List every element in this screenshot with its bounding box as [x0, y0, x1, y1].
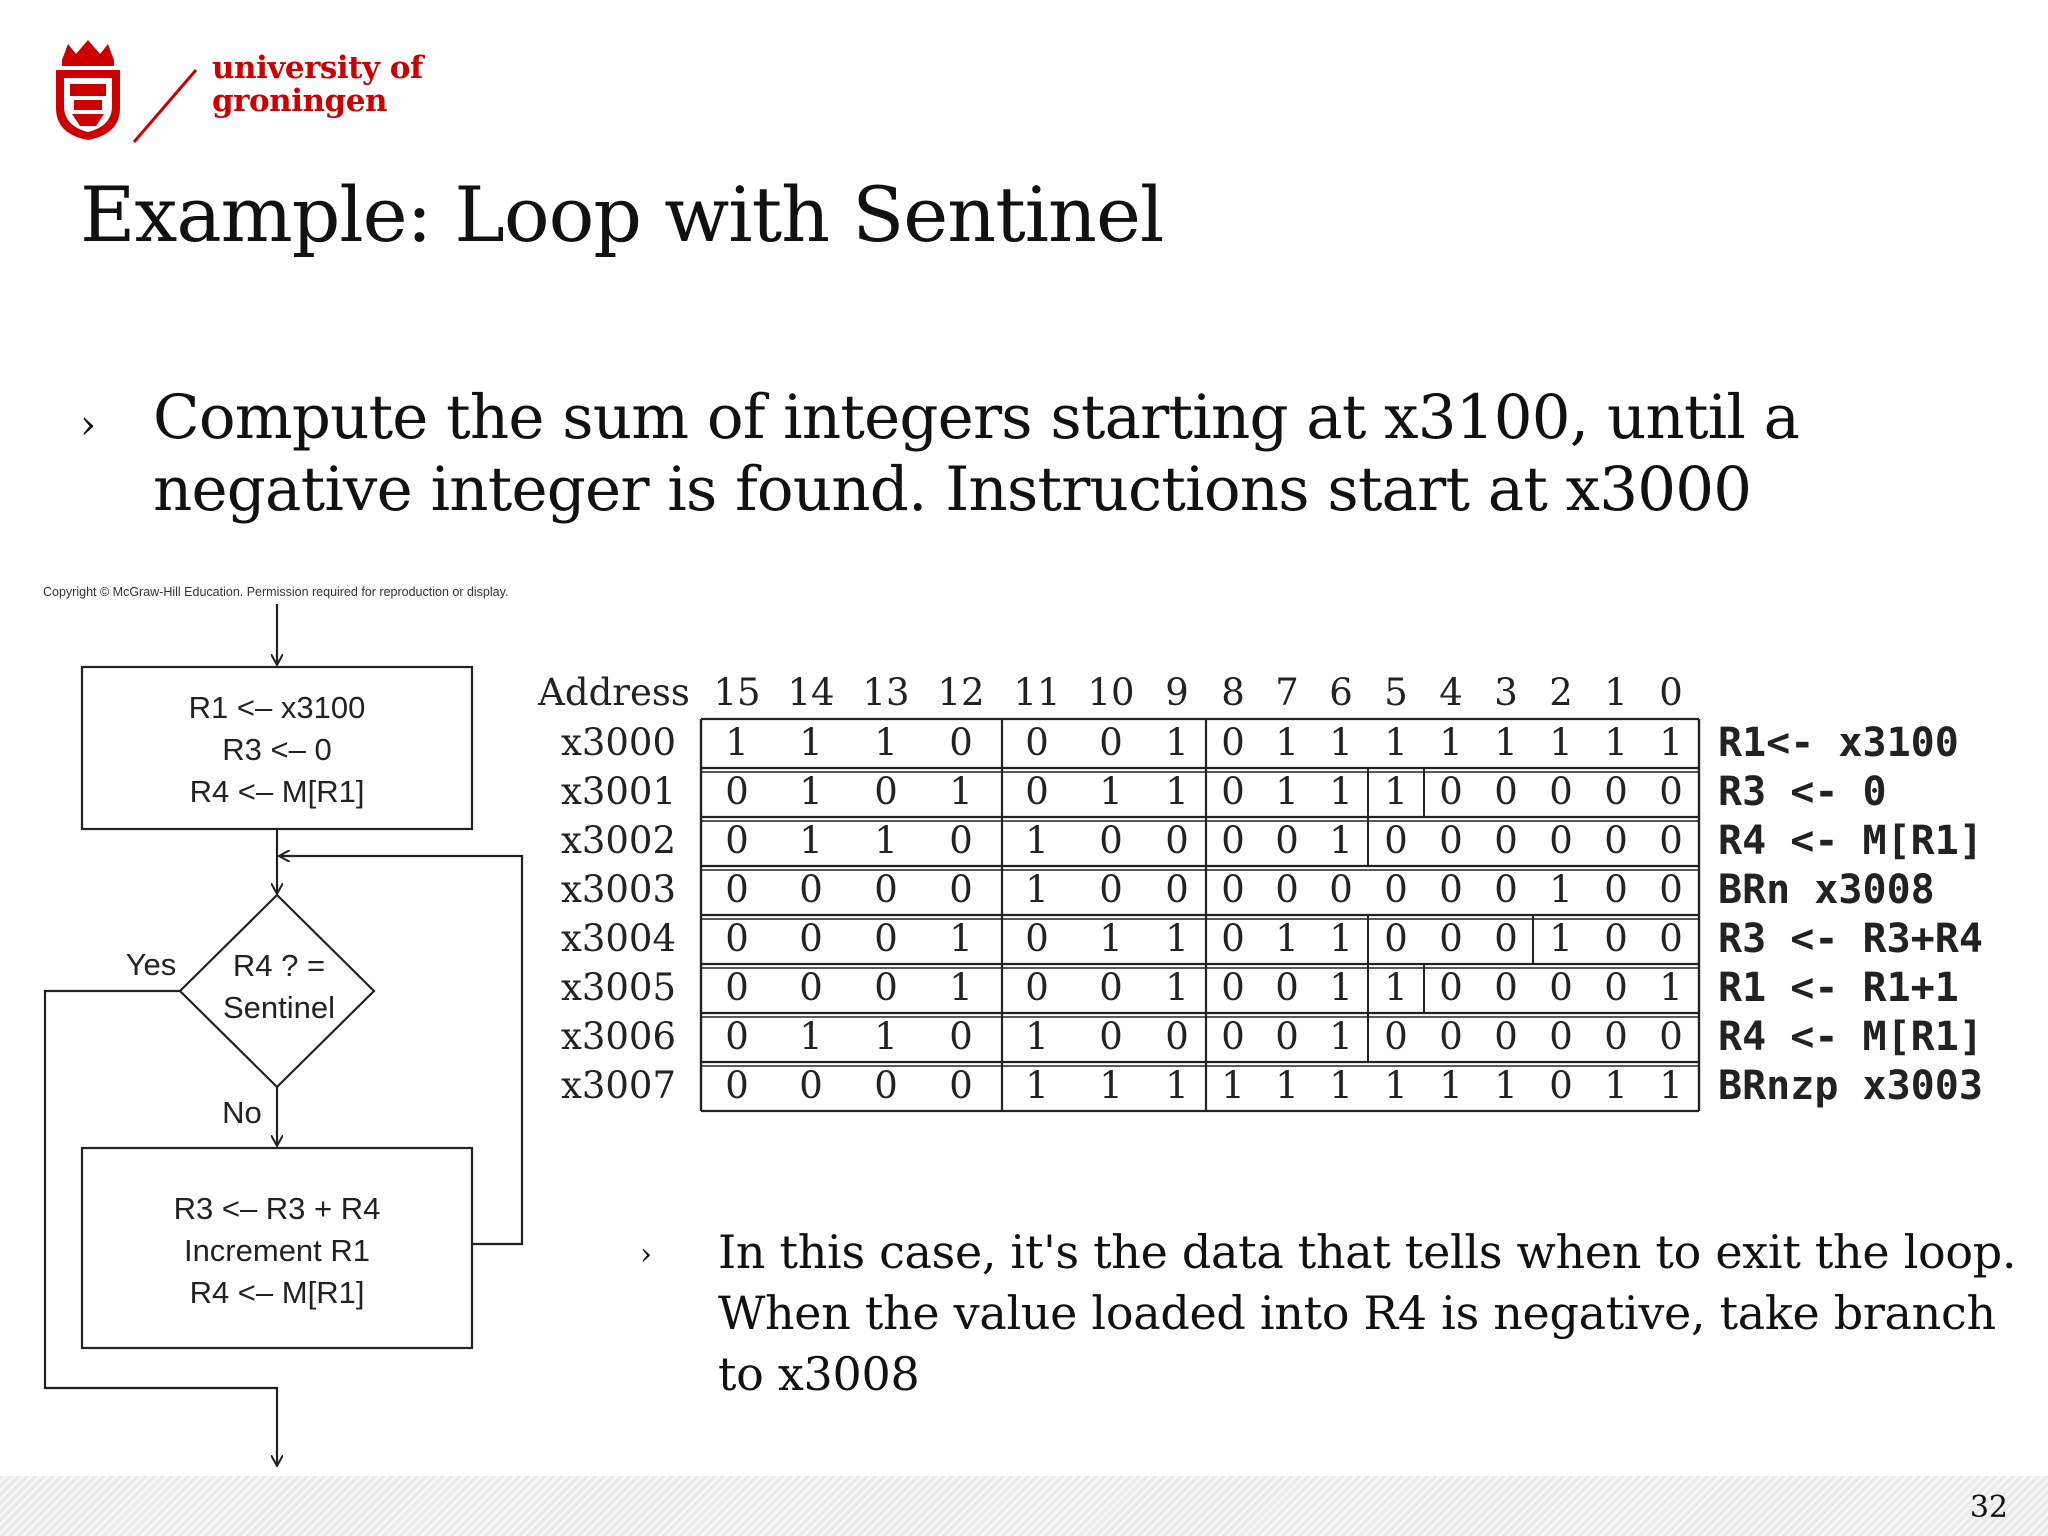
bit-cell: 1 — [874, 819, 898, 862]
instruction-comment: R1<- x3100 — [1718, 720, 1959, 766]
bit-cell: 1 — [799, 1015, 823, 1058]
address-cell: x3005 — [560, 966, 676, 1009]
bit-cell: 0 — [949, 1015, 973, 1058]
bit-header-row — [713, 671, 1682, 714]
university-name-line1: university of — [212, 50, 423, 86]
bit-cell: 1 — [1275, 770, 1299, 813]
bit-cell: 1 — [1329, 1015, 1353, 1058]
bit-cell: 0 — [1494, 966, 1518, 1009]
bullet-text-2: In this case, it's the data that tells when to exit the loop. When the value loaded into R4 is negative, take branch to x3008 — [718, 1225, 2017, 1401]
bit-header-3: 3 — [1494, 671, 1518, 714]
address-cell: x3003 — [560, 868, 676, 911]
bit-cell: 0 — [949, 868, 973, 911]
bit-cell: 0 — [1439, 917, 1463, 960]
bit-cell: 0 — [1549, 770, 1573, 813]
bit-cell: 1 — [1275, 917, 1299, 960]
bit-cell: 0 — [1275, 868, 1299, 911]
decision-line1: R4 ? = — [232, 948, 326, 983]
bit-cell: 0 — [1604, 1015, 1628, 1058]
bit-cell: 0 — [1221, 721, 1245, 764]
bit-cell: 1 — [1439, 721, 1463, 764]
bit-cell: 0 — [1659, 917, 1683, 960]
bit-cell: 0 — [1025, 770, 1049, 813]
bit-header-4: 4 — [1439, 671, 1463, 714]
bit-cell: 0 — [874, 917, 898, 960]
address-cell: x3001 — [560, 770, 676, 813]
bit-cell: 0 — [949, 819, 973, 862]
bit-cell: 0 — [949, 721, 973, 764]
bit-cell: 0 — [1384, 819, 1408, 862]
bit-cell: 0 — [799, 868, 823, 911]
footer-band — [0, 1476, 2048, 1536]
body-box-line2: Increment R1 — [183, 1233, 371, 1268]
bit-cell: 0 — [1604, 917, 1628, 960]
bit-cell: 1 — [1384, 1064, 1408, 1107]
bit-header-1: 1 — [1604, 671, 1628, 714]
bit-cell: 1 — [799, 770, 823, 813]
bit-cell: 0 — [1549, 966, 1573, 1009]
bit-header-15: 15 — [713, 671, 761, 714]
bit-header-0: 0 — [1659, 671, 1683, 714]
bit-cell: 0 — [725, 1064, 749, 1107]
bit-header-8: 8 — [1221, 671, 1245, 714]
bit-cell: 0 — [1659, 1015, 1683, 1058]
bit-cell: 0 — [1494, 917, 1518, 960]
bit-cell: 1 — [874, 1015, 898, 1058]
bit-cell: 1 — [1165, 1064, 1189, 1107]
address-header: Address — [538, 671, 690, 714]
bit-cell: 1 — [799, 819, 823, 862]
bit-cell: 0 — [725, 966, 749, 1009]
address-cell: x3002 — [560, 819, 676, 862]
instruction-comment: R4 <- M[R1] — [1718, 1014, 1983, 1060]
bit-cell: 0 — [1494, 770, 1518, 813]
address-cell: x3007 — [560, 1064, 676, 1107]
bit-cell: 0 — [1275, 966, 1299, 1009]
bit-cell: 0 — [1384, 917, 1408, 960]
bit-cell: 0 — [1221, 917, 1245, 960]
bit-header-5: 5 — [1384, 671, 1408, 714]
bit-cell: 1 — [1549, 868, 1573, 911]
bit-cell: 0 — [1439, 1015, 1463, 1058]
bit-cell: 0 — [725, 1015, 749, 1058]
bit-cell: 1 — [1025, 1064, 1049, 1107]
bit-cell: 0 — [1221, 1015, 1245, 1058]
body-box-line1: R3 <– R3 + R4 — [173, 1191, 381, 1226]
bit-cell: 0 — [1099, 721, 1123, 764]
bit-cell: 0 — [1165, 1015, 1189, 1058]
copyright-notice: Copyright © McGraw-Hill Education. Permission required for reproduction or display. — [43, 585, 509, 599]
address-cell: x3004 — [560, 917, 676, 960]
bit-cell: 1 — [1439, 1064, 1463, 1107]
bit-cell: 0 — [725, 819, 749, 862]
bit-cell: 1 — [1549, 721, 1573, 764]
bullet-marker: › — [640, 1237, 652, 1272]
bit-cell: 0 — [799, 966, 823, 1009]
bit-header-10: 10 — [1087, 671, 1135, 714]
bit-header-7: 7 — [1275, 671, 1299, 714]
bit-cell: 1 — [1165, 721, 1189, 764]
instruction-comment: R4 <- M[R1] — [1718, 818, 1983, 864]
bit-cell: 1 — [1165, 770, 1189, 813]
bit-header-12: 12 — [937, 671, 985, 714]
bit-cell: 1 — [1604, 721, 1628, 764]
instruction-comment: BRn x3008 — [1718, 867, 1935, 913]
bit-header-2: 2 — [1549, 671, 1573, 714]
bit-cell: 0 — [1439, 966, 1463, 1009]
bit-cell: 1 — [1025, 868, 1049, 911]
bit-cell: 0 — [1275, 819, 1299, 862]
bit-cell: 1 — [949, 917, 973, 960]
bit-cell: 1 — [1494, 1064, 1518, 1107]
bit-cell: 0 — [1604, 966, 1628, 1009]
bit-cell: 1 — [1329, 966, 1353, 1009]
bit-cell: 0 — [1384, 1015, 1408, 1058]
instruction-comment: R1 <- R1+1 — [1718, 965, 1959, 1011]
bit-cell: 0 — [1221, 868, 1245, 911]
bit-cell: 0 — [1549, 1015, 1573, 1058]
bit-cell: 1 — [1384, 966, 1408, 1009]
bit-cell: 1 — [1659, 966, 1683, 1009]
bit-cell: 0 — [1604, 770, 1628, 813]
decision-line2: Sentinel — [222, 990, 336, 1025]
bit-cell: 1 — [1275, 721, 1299, 764]
bit-cell: 0 — [1099, 1015, 1123, 1058]
bit-cell: 0 — [1099, 868, 1123, 911]
bit-cell: 0 — [1025, 966, 1049, 1009]
bit-cell: 0 — [1329, 868, 1353, 911]
address-column — [561, 721, 676, 1107]
bit-cell: 0 — [1025, 917, 1049, 960]
bit-cell: 0 — [1604, 819, 1628, 862]
bit-header-6: 6 — [1329, 671, 1353, 714]
bit-cell: 0 — [1604, 868, 1628, 911]
bit-cell: 0 — [1549, 819, 1573, 862]
bit-cell: 1 — [725, 721, 749, 764]
instruction-comment: R3 <- 0 — [1718, 769, 1887, 815]
bit-cell: 0 — [1494, 868, 1518, 911]
bit-cell: 0 — [1221, 966, 1245, 1009]
bit-cell: 1 — [1659, 1064, 1683, 1107]
address-cell: x3000 — [560, 721, 676, 764]
bit-cell: 1 — [1549, 917, 1573, 960]
bit-cell: 0 — [1549, 1064, 1573, 1107]
bit-cell: 1 — [799, 721, 823, 764]
bullet-text-1: Compute the sum of integers starting at x3100, until a negative integer is found. Instructions start at x3000 — [153, 382, 1800, 525]
bit-cell: 1 — [1384, 770, 1408, 813]
bit-cell: 0 — [1494, 819, 1518, 862]
bit-cell: 1 — [1099, 1064, 1123, 1107]
bit-cell: 0 — [799, 1064, 823, 1107]
bit-cell: 0 — [1439, 868, 1463, 911]
bit-cell: 0 — [949, 1064, 973, 1107]
init-box-line1: R1 <– x3100 — [188, 690, 366, 725]
bit-cell: 0 — [725, 770, 749, 813]
bit-cell: 0 — [1439, 770, 1463, 813]
instruction-comment: BRnzp x3003 — [1718, 1063, 1983, 1109]
bit-cell: 0 — [874, 966, 898, 1009]
bit-cell: 0 — [1659, 868, 1683, 911]
bit-cell: 0 — [874, 868, 898, 911]
bit-cell: 0 — [1659, 819, 1683, 862]
page-number: 32 — [1969, 1490, 2008, 1525]
bit-cell: 1 — [1165, 966, 1189, 1009]
bit-cell: 1 — [1165, 917, 1189, 960]
bit-header-13: 13 — [862, 671, 910, 714]
bit-cell: 1 — [874, 721, 898, 764]
bit-cell: 1 — [1099, 917, 1123, 960]
bit-cell: 1 — [1494, 721, 1518, 764]
yes-label: Yes — [125, 947, 177, 982]
bit-cell: 0 — [1025, 721, 1049, 764]
bit-cell: 1 — [1275, 1064, 1299, 1107]
bit-cell: 1 — [1604, 1064, 1628, 1107]
instruction-comment: R3 <- R3+R4 — [1718, 916, 1983, 962]
bit-cell: 1 — [1329, 917, 1353, 960]
init-box-line2: R3 <– 0 — [222, 732, 332, 767]
bit-cell: 0 — [1099, 966, 1123, 1009]
address-cell: x3006 — [560, 1015, 676, 1058]
bit-cell: 0 — [1221, 770, 1245, 813]
bit-cell: 1 — [1329, 819, 1353, 862]
bit-cell: 0 — [799, 917, 823, 960]
bit-cell: 0 — [1659, 770, 1683, 813]
bit-cell: 1 — [1025, 1015, 1049, 1058]
bit-cell: 1 — [1659, 721, 1683, 764]
bit-cell: 1 — [949, 966, 973, 1009]
bit-cell: 0 — [874, 770, 898, 813]
bit-cell: 1 — [949, 770, 973, 813]
init-box-line3: R4 <– M[R1] — [189, 774, 365, 809]
bit-header-14: 14 — [787, 671, 835, 714]
bit-header-11: 11 — [1013, 671, 1061, 714]
university-name-line2: groningen — [212, 83, 387, 119]
bit-cell: 0 — [1099, 819, 1123, 862]
bit-cell: 0 — [1494, 1015, 1518, 1058]
slide-title: Example: Loop with Sentinel — [80, 170, 1164, 259]
bit-cell: 0 — [1439, 819, 1463, 862]
bit-cell: 1 — [1099, 770, 1123, 813]
bit-cell: 1 — [1329, 721, 1353, 764]
bit-cell: 0 — [1221, 819, 1245, 862]
bit-cell: 0 — [1165, 868, 1189, 911]
bit-cell: 1 — [1384, 721, 1408, 764]
bit-cell: 0 — [725, 917, 749, 960]
bit-cell: 0 — [1275, 1015, 1299, 1058]
bit-cell: 1 — [1221, 1064, 1245, 1107]
bullet-marker: › — [80, 402, 96, 448]
body-box-line3: R4 <– M[R1] — [189, 1275, 365, 1310]
bit-header-9: 9 — [1165, 671, 1189, 714]
bit-cell: 0 — [1384, 868, 1408, 911]
instruction-comments — [1718, 720, 1983, 1109]
bit-cell: 0 — [725, 868, 749, 911]
bit-cell: 1 — [1329, 770, 1353, 813]
no-label: No — [222, 1095, 262, 1130]
bit-cell: 1 — [1025, 819, 1049, 862]
bit-cell: 1 — [1329, 1064, 1353, 1107]
bit-cell: 0 — [874, 1064, 898, 1107]
bit-cell: 0 — [1165, 819, 1189, 862]
